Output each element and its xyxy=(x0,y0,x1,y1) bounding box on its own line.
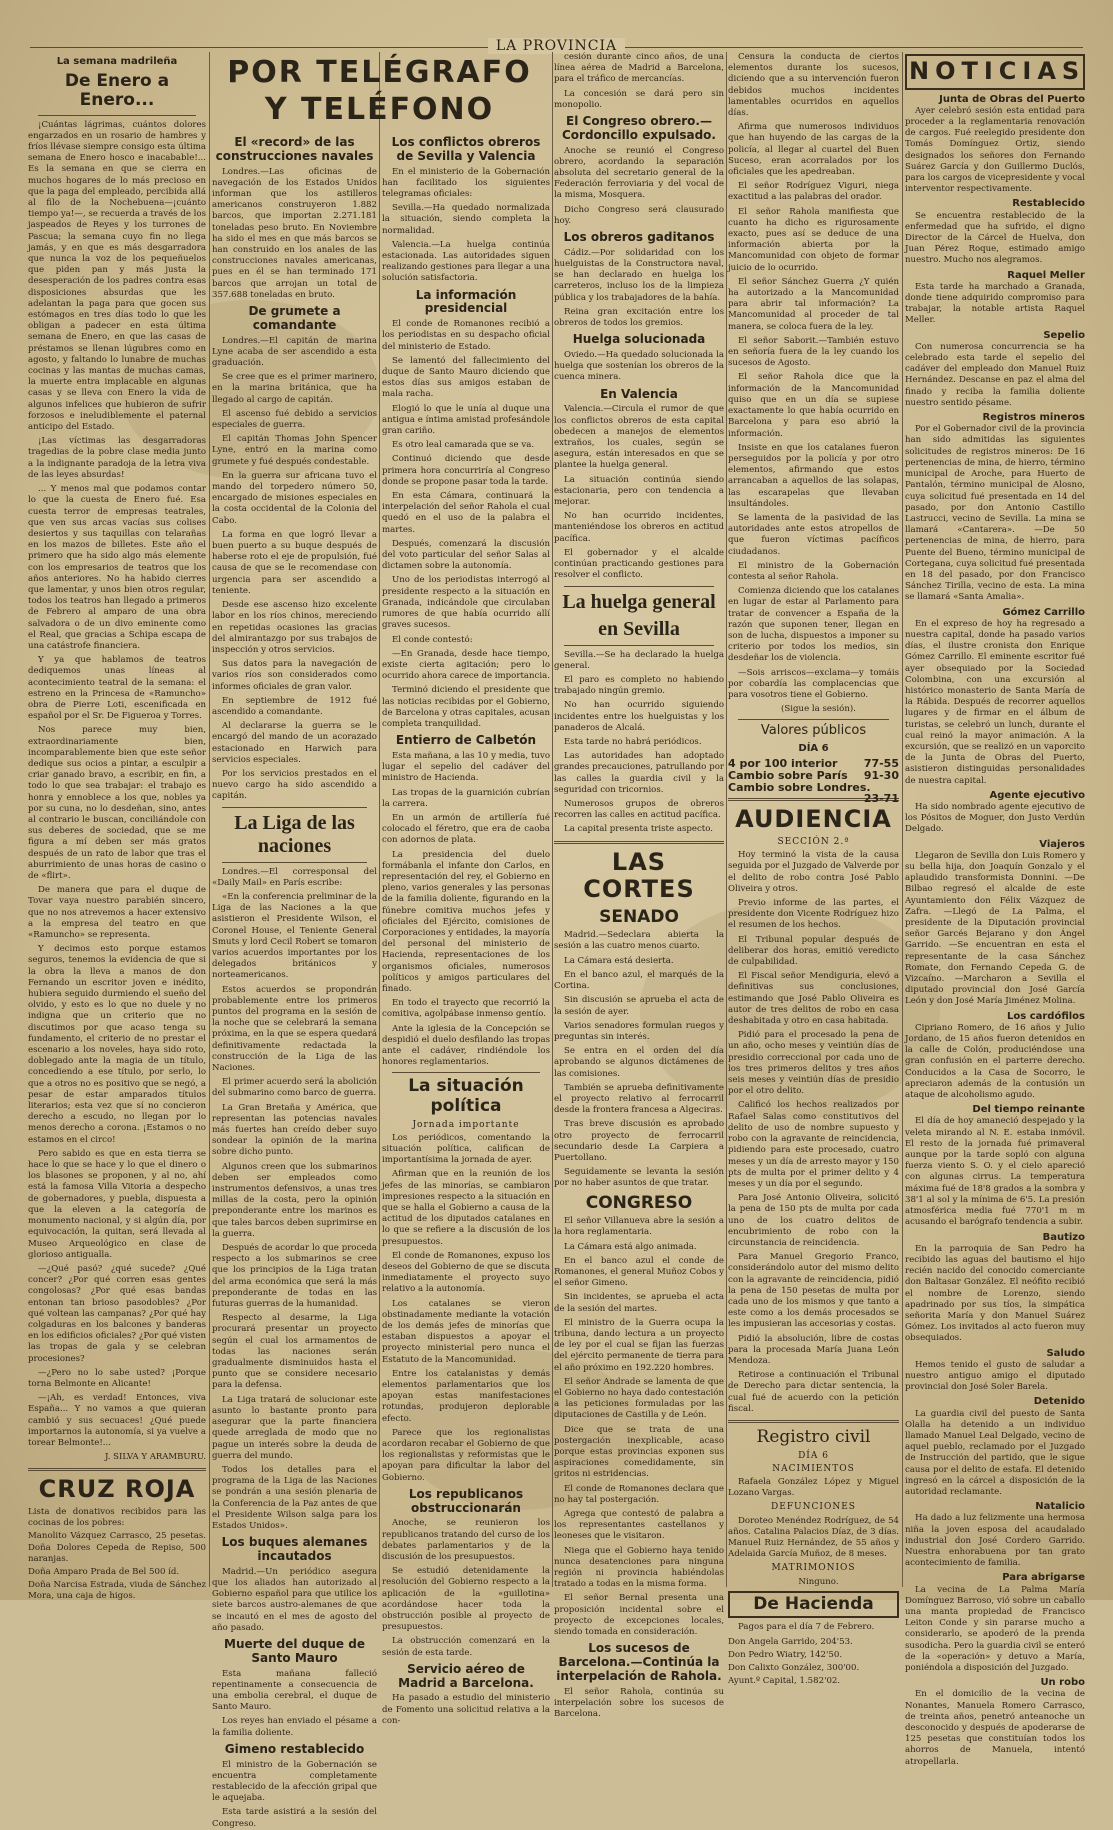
paragraph: ¡Cuántas lágrimas, cuántos dolores engarzados en un rosario de hambres y fríos llévase siempre consigo esta última semana de Enero hosco e inacabable!... Es la semana en que se cierra en muchos hogares de lo más precioso en que la paga del empleado, percibida allá al filo de la Nochebuena—¡cuánto tiempo ya!—, se recuerda a través de los jaspeados de Reyes y los turrones de Pascua; la semana cuyo fin no llega jamás, y en que es más desgarradora que nunca la voz de los pequeñuelos que piden pan y más justa la desesperación de los padres contra esas disposiciones absurdas que les adelantan la paga para que gocen sus estómagos en tres días todo lo que les obligan a padecer en esta última semana de Enero, en que las casas de préstamos se llenan lúgubres como en agosto, y faltando lo lunabre de muchas cocinas y las mantas de muchas camas, la muerte entra implacable en algunas casas y se lleva con Enero la vida de algunos infelices que hubieron de sufrir forzosos e ineludiblemente el paternal anticipo del Estado. xyxy=(28,119,206,433)
paragraph: —¿Qué pasó? ¿qué sucede? ¿Qué concer? ¿Por qué corren esas gentes congolosas? ¿Por qué esas bandas entonan tan brioso pasodobles? ¿Por qué voltean las campanas? ¿Por qué hay colgaduras en los balcones y banderas en los edificios oficiales? ¿Por qué visten las tropas de gala y se celebran procesiones? xyxy=(28,1263,206,1364)
paragraph: Nos parece muy bien, extraordinariamente bien, incomparablemente bien que este señor dedique sus ocios a pintar, a esculpir a criar ganado bravo, a escribir, en fin, a todo lo que sea trabajar: el trabajo es honra y ennoblece a los que, nobles ya por su cuna, no lo desdeñan, sino, antes al contrario le buscan, conciliándole con sus deberes de sociedad, que se me figura a mí deben ser más gratos después de un rato de labor que tras el aburrimiento de unas horas de casino o de «flirt». xyxy=(28,725,206,881)
section-title: AUDIENCIA xyxy=(735,805,892,834)
donation-list xyxy=(28,1507,206,1603)
news-item-heading: Bautizo xyxy=(1042,1231,1085,1243)
paragraph: El señor Bernal presenta una proposición incidental sobre el proyecto de excepciones locales, siendo tomada en consideración. xyxy=(554,1593,724,1637)
section-subtitle: MATRIMONIOS xyxy=(771,1563,856,1574)
paragraph: Doroteo Menéndez Rodríguez, de 54 años. Catalina Palacios Díaz, de 3 días. Manuel Ruiz Hernández, de 55 años y Adelaida García Muñoz, de 8 meses. xyxy=(728,1515,899,1560)
article-heading: Gimeno restablecido xyxy=(224,1741,365,1756)
column-3 xyxy=(382,132,550,1726)
paragraph: El paro es completo no habiendo trabajado ningún gremio. xyxy=(554,674,724,697)
news-item-text: La guardia civil del puesto de Santa Olalla ha detenido a un individuo llamado Manuel Leal Delgado, vecino de aquel pueblo, reclamado por el Juzgado de Instrucción del partido, que le sigue causa por el delito de estafa. El detenido ingresó en la cárcel a disposición de la autoridad reclamante. xyxy=(905,1408,1085,1497)
column-2 xyxy=(212,132,377,1829)
paragraph: Esta tarde asistirá a la sesión del Congreso. xyxy=(212,1807,377,1829)
paragraph: Censura la conducta de ciertos elementos durante los sucesos, diciendo que a su intervención fueron debidos muchos incidentes lamentables ocurridos en aquellos días. xyxy=(728,52,899,119)
list-item: Don Angela Garrido, 204'53. xyxy=(728,1636,853,1647)
paragraph: El ministro de la Gobernación contesta al señor Rahola. xyxy=(728,560,899,582)
valores-value: 23-71 xyxy=(863,792,899,806)
news-item-heading: Del tiempo reinante xyxy=(972,1104,1085,1116)
paragraph: El señor Rodríguez Viguri, niega exactitud a las palabras del orador. xyxy=(728,181,899,203)
column-rule xyxy=(726,52,727,1587)
paragraph: Esta mañana falleció repentinamente a consecuencia de una embolia cerebral, el duque de Santo Mauro. xyxy=(212,1668,377,1713)
paragraph: Al declararse la guerra se le encargó del mando de un acorazado estacionado en Harwich para servicios especiales. xyxy=(212,721,377,765)
paragraph: Desde ese ascenso hizo excelente labor en los ríos chinos, mereciendo en repetidas ocasiones las gracias del almirantazgo por sus trabajos de inspección y otros servicios. xyxy=(212,600,377,655)
article-heading: Huelga solucionada xyxy=(572,332,706,347)
paragraph: También se aprueba definitivamente el proyecto relativo al ferrocarril desde la frontera francesa a Algeciras. xyxy=(554,1082,724,1116)
article-heading: Los obreros gaditanos xyxy=(563,230,715,245)
valores-row xyxy=(728,758,899,769)
paragraph: Dice que se trata de una postergación inexplicable, acaso porque estas provincias exponen sus aspiraciones comedidamente, sin gritos ni estridencias. xyxy=(554,1424,724,1480)
paragraph: Anoche se reunió el Congreso obrero, acordando la separación absoluta del secretario general de la Federación ferroviaria y del vocal de la misma, Mosquera. xyxy=(554,145,724,201)
paragraph: cesión durante cinco años, de una línea aérea de Madrid a Barcelona, para el tráfico de mercancías. xyxy=(554,52,724,85)
paragraph: El Fiscal señor Mendiguria, elevó a definitivas sus conclusiones, estimando que José Pablo Oliveira es autor de tres delitos de robo en casa deshabitada y otro en casa habitada. xyxy=(728,971,899,1027)
paragraph: Para José Antonio Oliveira, solicitó la pena de 150 pts de multa por cada uno de los cuatro delitos de encubrimiento de robo con la circunstancia de reincidencia. xyxy=(728,1193,899,1248)
section-title: CRUZ ROJA xyxy=(38,1475,196,1504)
valores-label: 4 por 100 interior xyxy=(728,756,838,770)
section-title: Registro civil xyxy=(756,1426,871,1447)
article-heading: De grumete a comandante xyxy=(248,304,341,332)
paragraph: El señor Saborit.—También estuvo en señoría fuera de la ley cuando los sucesos de Agosto. xyxy=(728,335,899,369)
paragraph: Previo informe de las partes, el presidente don Vicente Rodríguez hizo el resumen de los hechos. xyxy=(728,898,899,931)
news-list xyxy=(905,94,1085,1768)
article-body xyxy=(28,120,206,1450)
paragraph: —¿Pero no lo sabe usted? ¡Porque torna Belmonte en Alicante! xyxy=(28,1367,206,1389)
paragraph: Después de acordar lo que proceda respecto a los submarinos se cree que los principios de la Liga tratan del arma económica que será la más preponderante de todas en las futuras guerras de la humanidad. xyxy=(212,1243,377,1310)
section-title: Valores públicos xyxy=(760,723,867,739)
paragraph: Pidió para el procesado la pena de un año, ocho meses y veintiún días de presidio correccional por cada uno de los tres primeros delitos y tres años seis meses y veintiún días de presidio por el otro delito. xyxy=(728,1030,899,1097)
paragraph: Cádiz.—Por solidaridad con los huelguistas de la Constructora naval, se han declarado en huelga los carreteros, incluso los de la limpieza pública y los trabajadores de la bahía. xyxy=(554,247,724,303)
paragraph: En un armón de artillería fué colocado el féretro, que era de caoba con adornos de plata. xyxy=(382,812,550,846)
paragraph: De manera que para el duque de Tovar vaya nuestro parabién sincero, que no nos atrevemos a hacer extensivo a la empresa del teatro en que «Ramuncho» se representa. xyxy=(28,885,206,941)
paragraph: El primer acuerdo será la abolición del submarino como barco de guerra. xyxy=(212,1077,377,1099)
paragraph: Hoy terminó la vista de la causa seguida por el Juzgado de Valverde por el delito de robo contra José Pablo Oliveira y otros. xyxy=(728,850,900,894)
article-title: De Enero a Enero... xyxy=(64,70,170,111)
paragraph: Se entra en el orden del día aprobando se algunos dictámenes de las comisiones. xyxy=(554,1046,724,1079)
telegraph-banner xyxy=(212,52,547,132)
paragraph: Niega que el Gobierno haya tenido nunca desatenciones para ninguna región ni provincia habiéndolas tratado a todas en la misma forma. xyxy=(554,1545,724,1590)
paragraph: Madrid.—Un periódico asegura que los aliados han autorizado al Gobierno español para que utilice los siete barcos austro-alemanes de que se incautó en el mes de agosto del año pasado. xyxy=(212,1566,377,1633)
masthead-title: LA PROVINCIA xyxy=(488,38,625,54)
paragraph: Se lamenta de la pasividad de las autoridades ante estos atropellos de que fueron víctimas pacíficos ciudadanos. xyxy=(728,512,899,557)
paragraph: La Gran Bretaña y América, que representan las potencias navales más fuertes han creído deber suyo sondear la opinión de la marina sobre dicho punto. xyxy=(212,1102,377,1158)
list-item: Ayunt.º Capital, 1.582'02. xyxy=(728,1676,841,1687)
paragraph: —En Granada, desde hace tiempo, existe cierta agitación; pero lo ocurrido ahora carece de importancia. xyxy=(382,648,550,682)
paragraph: El señor Andrade se lamenta de que el Gobierno no haya dado contestación a las peticiones formuladas por las diputaciones de Castilla y de León. xyxy=(554,1376,724,1421)
paragraph: Agrega que contestó de palabra a los representantes castellanos y leoneses que le visitaron. xyxy=(554,1508,724,1542)
news-item-heading: Los cardófilos xyxy=(1007,1010,1085,1022)
article-heading: Muerte del duque de Santo Mauro xyxy=(224,1636,365,1665)
article-heading: El «record» de las construcciones navales xyxy=(215,135,374,163)
section-subtitle: CONGRESO xyxy=(585,1192,693,1213)
paragraph: El señor Rahola dice que la información de la Mancomunidad quiso que en un día se supiese exactamente lo que había ocurrido en Barcelona y para eso abrió la información. xyxy=(728,372,899,439)
list-item: Doña Amparo Prada de Bel 500 íd. xyxy=(28,1566,180,1577)
news-item-heading: Gómez Carrillo xyxy=(1002,606,1085,618)
paragraph: El conde de Romanones, expuso los deseos del Gobierno de que se discuta inmediatamente el proyecto suyo relativo a la autonomía. xyxy=(382,1250,550,1295)
paragraph: Se cree que es el primer marinero, en la marina británica, que ha llegado al cargo de capitán. xyxy=(212,372,377,405)
article-heading: Los buques alemanes incautados xyxy=(221,1535,368,1563)
paragraph: Calificó los hechos realizados por Rafael Salas como constitutivos del delito de uso de nombre supuesto y robo con la agravante de reincidencia, pidiendo para este procesado, cuatro meses y un día de arresto mayor y 150 pts de multa por el primer delito y 4 meses y un día por el segundo. xyxy=(728,1100,899,1189)
paragraph: Numerosos grupos de obreros recorren las calles en actitud pacífica. xyxy=(554,798,724,821)
list-item: Lista de donativos recibidos para las cocinas de los pobres: xyxy=(28,1506,206,1529)
paragraph: Respecto al desarme, la Liga procurará presentar un proyecto según el cual los armamentos de todas las naciones serán gradualmente disminuidos hasta el punto que se considere necesario para la defensa. xyxy=(212,1313,377,1391)
paragraph: La forma en que logró llevar a buen puerto a su buque después de haberse roto el eje de propulsión, fué causa de que se le recomendase con urgencia para ser ascendido a teniente. xyxy=(212,529,377,596)
paragraph: El gobernador y el alcalde continúan practicando gestiones para resolver el conflicto. xyxy=(554,547,724,581)
paragraph: Uno de los periodistas interrogó al presidente respecto a la situación en Granada, indicándole que circulaban rumores de que había ocurrido allí graves sucesos. xyxy=(382,575,550,631)
valores-table xyxy=(728,756,899,806)
news-item-text: Hemos tenido el gusto de saludar a nuestro antiguo amigo el diputado provincial don José Soler Barela. xyxy=(905,1359,1085,1393)
column-4 xyxy=(554,52,724,1719)
paragraph: —¡Ah, es verdad! Entonces, viva España... Y no vamos a que quieran cambió y sus secuaces! ¿Qué puede importarnos la autonomía, si ya vuelve a torear Belmonte!... xyxy=(28,1393,206,1448)
article-subheading: Jornada importante xyxy=(412,1119,520,1130)
news-item-heading: Raquel Meller xyxy=(1007,269,1085,281)
paragraph: El señor Villanueva abre la sesión a la hora reglamentaria. xyxy=(554,1216,724,1238)
paragraph: El ministro de la Guerra ocupa la tribuna, dando lectura a un proyecto de ley por el cual se fijan las fuerzas del ejército permanente de tierra para el año próximo en 192.220 hombres. xyxy=(554,1317,724,1373)
paragraph: Rafaela González López y Miguel Lozano Vargas. xyxy=(728,1476,899,1499)
paragraph: La Liga tratará de solucionar este asunto lo bastante pronto para asegurar que la parte financiera quede arreglada de modo que no pague un interés sobre la deuda de guerra del mundo. xyxy=(212,1394,377,1461)
paragraph: Madrid.—Sedeclara abierta la sesión a las cuatro menos cuarto. xyxy=(554,930,724,952)
paragraph: —Sois arriscos—exclama—y tomáis por cobardía las complacencias que para vosotros tiene el Gobierno. xyxy=(728,667,899,700)
paragraph: Se lamentó del fallecimiento del duque de Santo Mauro diciendo que estos días sus amigos estaban de mala racha. xyxy=(382,355,550,400)
paragraph: El conde de Romanones declara que no hay tal postergación. xyxy=(554,1483,724,1505)
list-item: Don Calixto González, 300'00. xyxy=(728,1662,860,1673)
section-subtitle: DEFUNCIONES xyxy=(771,1502,856,1513)
paragraph: Retirose a continuación el Tribunal de Derecho para dictar sentencia, la cual fué de acuerdo con la petición fiscal. xyxy=(728,1370,899,1414)
paragraph: El conde de Romanones recibió a los periodistas en su despacho oficial del ministerio de Estado. xyxy=(382,319,550,352)
paragraph: Para Manuel Gregorio Franco, considerándolo autor del mismo delito con la agravante de reincidencia, pidió la pena de 150 pesetas de multa por cada uno de los mismos y que tanto a este como a los demás procesados se les impusieran las accesorias y costas. xyxy=(728,1252,899,1330)
paragraph: Terminó diciendo el presidente que las noticias recibidas por el Gobierno, de Barcelona y otras capitales, acusan completa tranquilidad. xyxy=(382,685,550,729)
paragraph: Por los servicios prestados en el nuevo cargo ha sido ascendido a capitán. xyxy=(212,768,377,802)
paragraph: En el banco azul, el marqués de la Cortina. xyxy=(554,969,724,992)
column-rule xyxy=(902,52,903,1587)
paragraph: El señor Sánchez Guerra ¿Y quién ha autorizado a la Mancomunidad para abrir tal información? La Mancomunidad al proceder de tal manera, se coloca fuera de la ley. xyxy=(728,276,899,332)
news-item-text: El día de hoy amaneció despejado y la veleta mirando al N. E. estaba inmóvil. El resto de la jornada fué primaveral aunque por la tarde sopló con alguna fuerza viento S. O. y el cielo apareció con algunas cirrus. La temperatura máxima fué de 18'8 grados a la sombra y 38'1 al sol y la mínima de 6'5. La presión atmosférica media fué 770'1 m m acusando el barógrafo tendencia a subir. xyxy=(905,1116,1085,1228)
column-5 xyxy=(728,52,900,1687)
paragraph: Londres.—El corresponsal del «Daily Mail» en París escribe: xyxy=(212,866,377,888)
paragraph: En esta Cámara, continuará la interpelación del señor Rahola el cual quedó en el uso de la palabra el martes. xyxy=(382,491,550,535)
section-subtitle: SECCIÓN 2.ª xyxy=(777,837,850,848)
paragraph: En el banco azul el conde de Romanones, el general Muñoz Cobos y el señor Gimeno. xyxy=(554,1255,724,1289)
paragraph: La capital presenta triste aspecto. xyxy=(564,824,713,835)
article-heading: en Sevilla xyxy=(598,617,680,640)
paragraph: Continuó diciendo que desde primera hora concurriría al Congreso donde se propone pasar toda la tarde. xyxy=(382,454,550,487)
news-item-text: Esta tarde ha marchado a Granada, donde tiene adquirido compromiso para trabajar, la notable artista Raquel Meller. xyxy=(905,281,1085,326)
paragraph: La Cámara está algo animada. xyxy=(564,1241,697,1252)
news-item-text: Cipriano Romero, de 16 años y Julio Jordano, de 15 años fueron detenidos en la calle de Colón, produciéndose una gran confusión en el parterre derecho. Conducidos a la Casa de Socorro, le apreciaron además de la contusión un ataque de alcoholismo agudo. xyxy=(905,1022,1085,1101)
section-subtitle: DÍA 6 xyxy=(798,1450,829,1461)
paragraph: Sevilla.—Ha quedado normalizada la situación, siendo completa la normalidad. xyxy=(382,203,550,236)
paragraph: «En la conferencia preliminar de la Liga de las Naciones a la que asistieron el Presidente Wilson, el Coronel House, el Teniente General Smuts y lord Cecil Robert se tomaron varios acuerdos importantes por los delegados británicos y norteamericanos. xyxy=(212,891,377,981)
paragraph: Ninguno. xyxy=(798,1576,839,1587)
paragraph: ... Y menos mal que podamos contar lo que la cuesta de Enero fué. Esa cuesta terror de empresas teatrales, que ven sus arcas vacías sus colises desiertos y sus taquillas con telarañas en los mazos de billetes. Este año el primero que ha sido algo más elemente con los empresarios de teatros que los años anteriores. No ha habido cierres que lamentar, y unos bien otros regular, todos los teatros han llegado a primeros de Febrero al amparo de una obra salvadora o de un divo eminente como el Real, que gracias a Schipa escapa de una catástrofe financiera. xyxy=(28,484,206,651)
news-item-heading: Junta de Obras del Puerto xyxy=(939,93,1085,105)
section-title: NOTICIAS xyxy=(909,57,1086,85)
article-heading: En Valencia xyxy=(600,386,678,401)
paragraph: La presidencia del duelo formábanla el infante don Carlos, en representación del rey, el Gobierno en pleno, varios generales y las personas de la familia doliente, figurando en la fúnebre comitiva muchos jefes y oficiales del Ejército, comisiones de Corporaciones y entidades, la mayoría del personal del ministerio de Hacienda, representaciones de los organismos oficiales, numerosos políticos y amigos particulares del finado. xyxy=(382,849,550,994)
news-item-text: Con numerosa concurrencia se ha celebrado esta tarde el sepelio del cadáver del empleado don Manuel Ruiz Hernández. Descanse en paz el alma del finado y reciba la familia doliente nuestro sentido pésame. xyxy=(905,341,1085,408)
paragraph: En el ministerio de la Gobernación han facilitado los siguientes telegramas oficiales: xyxy=(382,166,550,199)
paragraph: El ministro de la Gobernación se encuentra completamente restablecido de la afección gripal que le aquejaba. xyxy=(212,1759,377,1804)
paragraph: Las tropas de la guarnición cubrían la carrera. xyxy=(382,787,550,809)
paragraph: (Sigue la sesión). xyxy=(781,704,856,715)
news-item-heading: Natalicio xyxy=(1035,1501,1085,1513)
paragraph: Es otro leal camarada que se va. xyxy=(392,440,535,451)
paragraph: Esta mañana, a las 10 y media, tuvo lugar el sepelio del cadáver del ministro de Hacienda. xyxy=(382,750,550,784)
paragraph: Londres.—Las oficinas de navegación de los Estados Unidos informan que los astilleros americanos construyeron 1.882 barcos, que importan 2.271.181 toneladas peso bruto. En Noviembre ha sido el mes en que más barcos se han construido en los anales de las construcciones navales americanas, pues en él se han terminado 171 barcos que arrojan un total de 357.688 toneladas en bruto. xyxy=(212,166,377,300)
paragraph: Elogió lo que le unía al duque una antigua e íntima amistad profesándole gran cariño. xyxy=(382,403,550,437)
paragraph: Tras breve discusión es aprobado otro proyecto de ferrocarril secundario desde La Carpiera a Puertollano. xyxy=(554,1119,724,1163)
article-heading: La información presidencial xyxy=(415,287,517,316)
news-item-text: La vecina de La Palma María Domínguez Barroso, vió sobre un caballo una manta propiedad de Francisco Leiton Conde y sin pararse mucho a considerarlo, se apoderó de la prenda susodicha. Pero la guardia civil se enteró de la «operación» y detuvo a María, poniéndola a disposición del Juzgado. xyxy=(905,1584,1085,1674)
paragraph: Ante la iglesia de la Concepción se despidió el duelo desfilando las tropas ante el cadáver, rindiéndole los honores reglamentarios. xyxy=(382,1023,550,1068)
paragraph: Afirma que numerosos individuos que han huyendo de las cargas de la policía, al llegar al cuartel del Buen Suceso, eran acorralados por los oficiales que les apedreaban. xyxy=(728,122,899,178)
paragraph: La Cámara está desierta. xyxy=(564,955,674,966)
paragraph: Seguidamente se levanta la sesión por no haber asuntos de que tratar. xyxy=(554,1167,724,1189)
paragraph: Comienza diciendo que los catalanes en lugar de estar al Parlamento para tratar de convencer a España de la razón que suponen tener, llegan en son de lucha, dispuestos a imponer su criterio por todos los medios, sin desdeñar los de violencia. xyxy=(728,586,899,664)
paragraph: Los catalanes se vieron obstinadamente mediante la votación de los demás jefes de minorías que estaban dispuestos a apoyar el proyecto ministerial pero nunca el Estatuto de la Mancomunidad. xyxy=(382,1298,550,1365)
news-item-text: Se encuentra restablecido de la enfermedad que ha sufrido, el digno Director de la Cárcel de Huelva, don Juan Pérez Roque, estimado amigo nuestro. Mucho nos alegramos. xyxy=(905,210,1085,266)
banner-line-1: POR TELÉGRAFO xyxy=(227,55,532,90)
paragraph: Reina gran excitación entre los obreros de todos los gremios. xyxy=(554,306,724,329)
paragraph: Esta tarde no habrá periódicos. xyxy=(564,736,702,747)
paragraph: El ascenso fué debido a servicios especiales de guerra. xyxy=(212,408,377,431)
paragraph: Estos acuerdos se propondrán probablemente entre los primeros puntos del programa en la sesión de la noche que se celebrará la semana próxima, en la que se espera quedará definitivamente redactada la construcción de la Liga de las Naciones. xyxy=(212,984,377,1073)
paragraph: Valencia.—Circula el rumor de que los conflictos obreros de esta capital obedecen a manejos de elementos extraños, los cuales, según se asegura, están interesados en que se plantee la huelga general. xyxy=(554,404,724,471)
paragraph: El conde contestó: xyxy=(392,634,473,645)
banner-line-2: Y TELÉFONO xyxy=(264,92,495,127)
paragraph: Se estudió detenidamente la resolución del Gobierno respecto a la aplicación de la «guillotina» acordándose hacer toda la obstrucción posible al proyecto de presupuestos. xyxy=(382,1566,550,1633)
news-item-heading: Para abrigarse xyxy=(1002,1572,1085,1584)
paragraph: En la guerra sur africana tuvo el mando del torpedero número 50, encargado de misiones especiales en la costa occidental de la Colonia del Cabo. xyxy=(212,470,377,526)
news-item-heading: Detenido xyxy=(1033,1396,1085,1408)
paragraph: Pidió la absolución, libre de costas para la procesada María Juana León Mendoza. xyxy=(728,1333,899,1366)
news-item-heading: Sepelio xyxy=(1043,329,1085,341)
column-rule xyxy=(209,52,210,1587)
news-item-text: En el expreso de hoy ha regresado a nuestra capital, donde ha pasado varios días, el ilustre cronista don Enrique Gómez Carrillo. El eminente escritor fué ayer obsequiado por la Sociedad Colombina, con una excursión al histórico monasterio de Santa María de la Rábida. Después de recorrer aquellos lugares y de firmar en el álbum de turistas, se celebró un lunch, durante el cual reinó la mayor animación. A la excursión, que se realizó en un vaporcito de la Junta de Obras del Puerto, asistieron distinguidas personalidades de nuestra capital. xyxy=(905,618,1085,786)
paragraph: Todos los detalles para el programa de la Liga de las Naciones se pondrán a una sesión plenaria de la Conferencia de la Paz antes de que el Presidente Wilson salga para los Estados Unidos». xyxy=(212,1464,377,1531)
valores-label: Cambio sobre Londres. xyxy=(728,781,871,795)
noticias-banner-box xyxy=(905,54,1085,90)
valores-value: 77-55 xyxy=(863,756,899,770)
payments-list xyxy=(728,1637,899,1688)
article-heading: La situación política xyxy=(408,1076,524,1116)
news-item-text: Por el Gobernador civil de la provincia han sido admitidas las siguientes solicitudes de registros mineros: De 16 pertenencias de mina, de hierro, término municipal de Aroche, para Huerto de Pantalón, término municipal de Alosno, cuya solicitud fué presentada en 14 del pasado, por don Antonio Castillo Lastrucci, vecino de Sevilla. La mina se llamará «Cantarera». —De 50 pertenencias de mina, de hierro, para Puente del Bueno, término municipal de Cortegana, cuya solicitud fué presentada en 18 del pasado, por don Francisco Sánchez Tirilla, vecino de esta. La mina se llamará «Santa Amalia». xyxy=(905,424,1085,603)
paragraph: La concesión se dará pero sin monopolio. xyxy=(554,88,724,110)
list-item: Don Pedro Wiatry, 142'50. xyxy=(728,1649,843,1660)
article-heading: Entierro de Calbetón xyxy=(395,733,537,748)
article-heading: La Liga de las naciones xyxy=(234,811,355,857)
paragraph: El señor Rahola, continúa su interpelación sobre los sucesos de Barcelona. xyxy=(554,1686,724,1719)
hacienda-box xyxy=(728,1591,899,1619)
column-6 xyxy=(905,52,1086,1767)
paragraph: El capitán Thomas John Spencer Lyne, entró en la marina como grumete y fué después condestable. xyxy=(212,434,377,467)
paragraph: Algunos creen que los submarinos deben ser empleados como instrumentos defensivos, a unas tres millas de la costa, pero la opinión preponderante entre los marinos es que tales barcos deben suprimirse en la guerra. xyxy=(212,1161,377,1239)
column-rule xyxy=(552,52,553,1587)
paragraph: Sevilla.—Se ha declarado la huelga general. xyxy=(554,649,724,671)
section-title: De Hacienda xyxy=(753,1593,874,1614)
paragraph: Anoche, se reunieron los republicanos tratando del curso de los debates parlamentarios y de la discusión de los presupuestos. xyxy=(382,1518,550,1562)
column-rule xyxy=(379,52,380,1587)
section-subtitle: NACIMIENTOS xyxy=(772,1463,855,1474)
list-item: Doña Narcisa Estrada, viuda de Sánchez Mora, una caja de higos. xyxy=(28,1580,206,1602)
paragraph: Las autoridades han adoptado grandes precauciones, patrullando por las calles la guardia civil y la seguridad con tricornios. xyxy=(554,751,724,795)
valores-row xyxy=(728,770,899,781)
paragraph: Valencia.—La huelga continúa estacionada. Las autoridades siguen realizando gestiones para llegar a una solución satisfactoria. xyxy=(382,239,550,284)
section-subtitle: SENADO xyxy=(599,906,679,927)
article-heading: Servicio aéreo de Madrid a Barcelona. xyxy=(398,1661,534,1690)
news-item-heading: Saludo xyxy=(1046,1347,1085,1359)
paragraph: El señor Rahola manifiesta que cuanto ha dicho es rigurosamente exacto, pues así se deduce de una información abierta por la Mancomunidad con objeto de formar juicio de lo ocurrido. xyxy=(728,206,899,273)
signature: J. SILVA Y ARAMBURU. xyxy=(105,1452,206,1463)
paragraph: Sin discusión se aprueba el acta de la sesión de ayer. xyxy=(554,995,724,1017)
article-heading: Los sucesos de Barcelona.—Continúa la interpelación de Rahola. xyxy=(556,1641,722,1683)
article-heading: El Congreso obrero.—Cordoncillo expulsado. xyxy=(562,114,716,142)
paragraph: En todo el trayecto que recorrió la comitiva, agolpábase inmenso gentío. xyxy=(382,998,550,1020)
news-item-text: En el domicilio de la vecina de Nonantes, Manuela Romero Carrasco, de treinta años, penetró anteanoche un desconocido y después de apoderarse de 125 pesetas que constituían todos los ahorros de Manuela, intentó atropellarla. xyxy=(905,1689,1085,1767)
valores-row xyxy=(728,781,899,806)
paragraph: Los reyes han enviado el pésame a la familia doliente. xyxy=(212,1716,377,1738)
paragraph: Dicho Congreso será clausurado hoy. xyxy=(554,204,724,226)
column-1 xyxy=(28,52,206,1602)
valores-value: 91-30 xyxy=(863,769,899,783)
news-item-heading: Un robo xyxy=(1040,1677,1085,1689)
paragraph: Pero sabido es que en esta tierra se hace lo que se hace y lo que el dinero o los blasones se proponen, y al no, ahí está la famosa Villa Vitoria a despecho de gobernadores, y puebla, dispuesta a que la eleven a la categoría de monumento nacional, y si algún día, por equivocación, la quitan, será llevada al Museo Arqueológico en clase de glorioso antigualla. xyxy=(28,1148,206,1260)
paragraph: No han ocurrido incidentes, manteniéndose los obreros en actitud pacífica. xyxy=(554,511,724,544)
paragraph: Entre los catalanistas y demás elementos parlamentarios que los apoyan estas manifestaciones rotundas, produjeron deplorable efecto. xyxy=(382,1368,550,1424)
paragraph: No han ocurrido siguiendo incidentes entre los huelguistas y los panaderos de Alcalá. xyxy=(554,700,724,733)
news-item-heading: Registros mineros xyxy=(982,412,1085,424)
paragraph: ¡Las víctimas las desgarradoras tragedias de la pobre clase media junto a la indignante paradoja de la letra viva de las leyes absurdas! xyxy=(28,436,206,480)
news-item-text: En la parroquia de San Pedro ha recibido las aguas del bautismo el hijo recién nacido del conocido comerciante don Baltasar González. El neófito recibió el nombre de Lorenzo, siendo apadrinado por sus tíos, la simpática señorita María y don Manuel Suárez Gómez. Los invitados al acto fueron muy obsequiados. xyxy=(905,1243,1085,1344)
list-item: Manolito Vázquez Carrasco, 25 pesetas. Doña Dolores Cepeda de Repiso, 500 naranjas. xyxy=(28,1531,206,1564)
news-item-text: Ha dado a luz felizmente una hermosa niña la joven esposa del acaudalado industrial don José Cordero Garrido. Nuestra enhorabuena por tan grato acontecimiento de familia. xyxy=(905,1513,1085,1569)
paragraph: La situación continúa siendo estacionaria, pero con tendencia a mejorar. xyxy=(554,474,724,508)
paragraph: Insiste en que los catalanes fueron perseguidos por la policía y por otro elementos, afirmando que estos arrancaban a aquellos de las solapas, las escarapelas que llevaban insultándoles. xyxy=(728,442,899,509)
paragraph: Oviedo.—Ha quedado solucionada la huelga que sostenían los obreros de la cuenca minera. xyxy=(554,350,724,383)
section-title: LAS CORTES xyxy=(583,847,695,904)
paragraph: Londres.—El capitán de marina Lyne acaba de ser ascendido a esta graduación. xyxy=(212,335,377,369)
paragraph: En septiembre de 1912 fué ascendido a comandante. xyxy=(212,695,377,717)
paragraph: El Tribunal popular después de deliberar dos horas, emitió veredicto de culpabilidad. xyxy=(728,934,899,968)
paragraph: Parece que los regionalistas acordaron recabar el Gobierno de que los regionalistas y reformistas que le apoyan para dificultar la labor del Gobierno. xyxy=(382,1427,550,1483)
paragraph: Después, comenzará la discusión del voto particular del señor Salas al dictamen sobre la autonomía. xyxy=(382,538,550,572)
paragraph: Y decimos esto porque estamos seguros, tenemos la evidencia de que si la obra la lleva a manos de don Fernando un escritor joven e inédito, hubiera seguido durmiendo el sueño del olvido, y esto es lo que no duele y no indigna que un criterio que no discutimos por que acaso tenga su fundamento, el criterio de no prestar el escenario a los noveles, haya sido roto, doblegado ante la magia de un título, concediendo a ese título, por serlo, lo que a otros no es positivo que se negó, a pesar de estar amparados títulos literarios; esta vez que sí no concieron derecho a escudo, no llegan por lo menos derecho a corona. ¡Estamos o no estamos en el circo! xyxy=(28,944,206,1145)
paragraph: Y ya que hablamos de teatros dediquemos unas líneas al acontecimiento teatral de la semana: el estreno en la Princesa de «Ramuncho» obra de Pierre Loti, escenificada en español por el Sr. De Figueroa y Torres. xyxy=(28,655,206,722)
paragraph: Pagos para el día 7 de Febrero. xyxy=(738,1622,875,1633)
news-item-text: Ha sido nombrado agente ejecutivo de los Pósitos de Moguer, don Justo Verdún Delgado. xyxy=(905,801,1085,835)
article-heading: La huelga general xyxy=(562,590,716,613)
news-item-heading: Restablecido xyxy=(1012,198,1085,210)
paragraph: Sus datos para la navegación de varios ríos son considerados como informes oficiales de gran valor. xyxy=(212,659,377,692)
news-item-heading: Agente ejecutivo xyxy=(989,789,1085,801)
article-heading: Los republicanos obstruccionarán xyxy=(408,1486,524,1515)
paragraph: La obstrucción comenzará en la sesión de esta tarde. xyxy=(382,1636,550,1658)
paragraph: Varios senadores formulan ruegos y preguntas sin interés. xyxy=(554,1020,724,1042)
paragraph: Ha pasado a estudio del ministerio de Fomento una solicitud relativa a la con- xyxy=(382,1693,550,1726)
section-subtitle: DÍA 6 xyxy=(798,743,829,755)
article-heading: Los conflictos obreros de Sevilla y Valencia xyxy=(391,135,541,163)
paragraph: Los periódicos, comentando la situación política, califican de importantísima la jornada de ayer. xyxy=(382,1132,550,1166)
news-item-text: Ayer celebró sesión esta entidad para proceder a la reglamentaria renovación de cargos. Fué reelegido presidente don Tomás Domínguez Ortiz, siendo designados los señores don Fernando Suárez García y don Guillermo Duclós, para los cargos de vicepresidente y vocal interventor respectivamente. xyxy=(905,105,1085,195)
article-kicker: La semana madrileña xyxy=(56,56,178,67)
paragraph: Sin incidentes, se aprueba el acta de la sesión del martes. xyxy=(554,1292,724,1314)
news-item-heading: Viajeros xyxy=(1039,838,1085,850)
news-item-text: Llegaron de Sevilla don Luis Romero y su bella hija, don Joaquín Gonzalo y el aplaudido transformista Donnini. —De Bilbao regresó el alcalde de este Ayuntamiento don Félix Vázquez de Zafra. —Llegó de La Palma, el presidente de la Diputación provincial señor Garcés Bejarano y don Ángel Garrido. —Se encuentran en esta el representante de la casa Sánchez Romate, don Fernando Cepeda G. de Vizcaíno. —Marcharon a Sevilla el diputado provincial don José García León y don José María Jiménez Molina. xyxy=(905,850,1085,1007)
paragraph: Afirman que en la reunión de los jefes de las minorías, se cambiaron impresiones respecto a la situación en que se halla el Gobierno a causa de la actitud de los diputados catalanes en lo que se refiere a la discusión de los presupuestos. xyxy=(382,1169,550,1247)
valores-label: Cambio sobre París xyxy=(728,769,848,783)
